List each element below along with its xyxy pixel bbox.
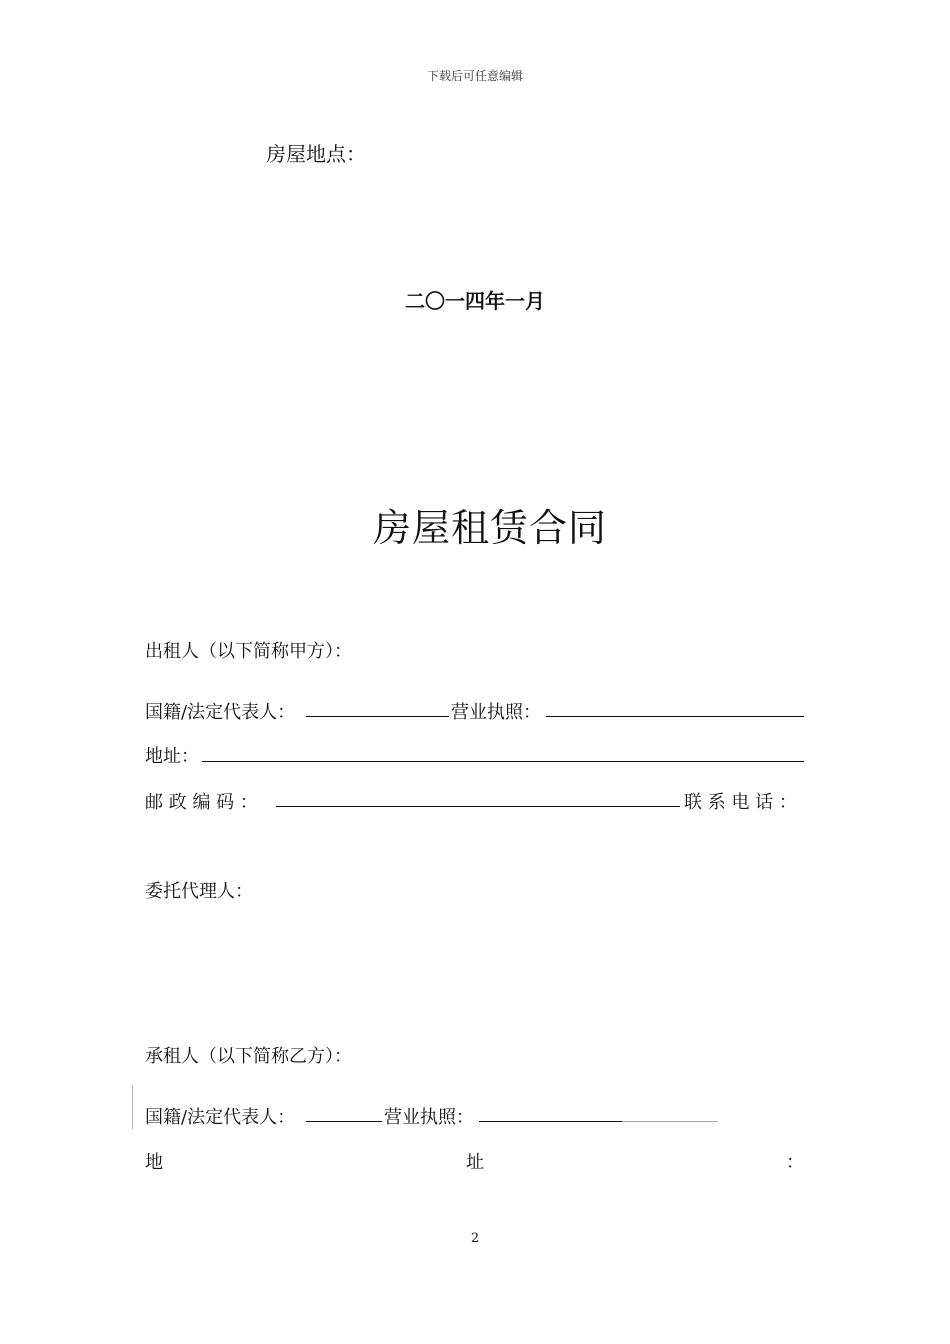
lessee-address-char-1: 地 <box>145 1152 163 1173</box>
page-header: 下载后可任意编辑 <box>426 69 523 83</box>
lessor-license-label: 营业执照： <box>451 702 541 723</box>
lessee-nationality-field[interactable] <box>306 1121 382 1122</box>
lessor-address-field[interactable] <box>202 761 804 762</box>
lessor-address-label: 地址： <box>145 746 199 767</box>
house-location-label: 房屋地点： <box>266 142 366 166</box>
lessee-nationality-label: 国籍/法定代表人： <box>145 1107 296 1128</box>
lessee-license-label: 营业执照： <box>384 1107 474 1128</box>
lessor-nationality-field[interactable] <box>306 716 449 717</box>
lessor-nationality-label: 国籍/法定代表人： <box>145 702 296 723</box>
document-title: 房屋租赁合同 <box>372 506 607 550</box>
lessee-heading: 承租人（以下简称乙方）： <box>145 1046 352 1067</box>
lessee-license-field[interactable] <box>479 1121 622 1122</box>
page-number: 2 <box>470 1231 480 1246</box>
lessor-postcode-field[interactable] <box>276 806 680 807</box>
agent-label: 委托代理人： <box>145 881 253 902</box>
lessor-postcode-label: 邮 政 编 码 ： <box>145 792 258 813</box>
lessee-address-char-2: 址 <box>466 1152 484 1173</box>
lessee-address-colon: ： <box>786 1152 804 1173</box>
lessor-phone-label: 联 系 电 话 ： <box>684 792 797 813</box>
margin-divider <box>132 1085 133 1129</box>
lessee-license-field-extension <box>622 1121 718 1122</box>
lessor-license-field[interactable] <box>546 716 804 717</box>
lessor-heading: 出租人（以下简称甲方）： <box>145 641 352 662</box>
contract-date: 二〇一四年一月 <box>405 289 545 313</box>
